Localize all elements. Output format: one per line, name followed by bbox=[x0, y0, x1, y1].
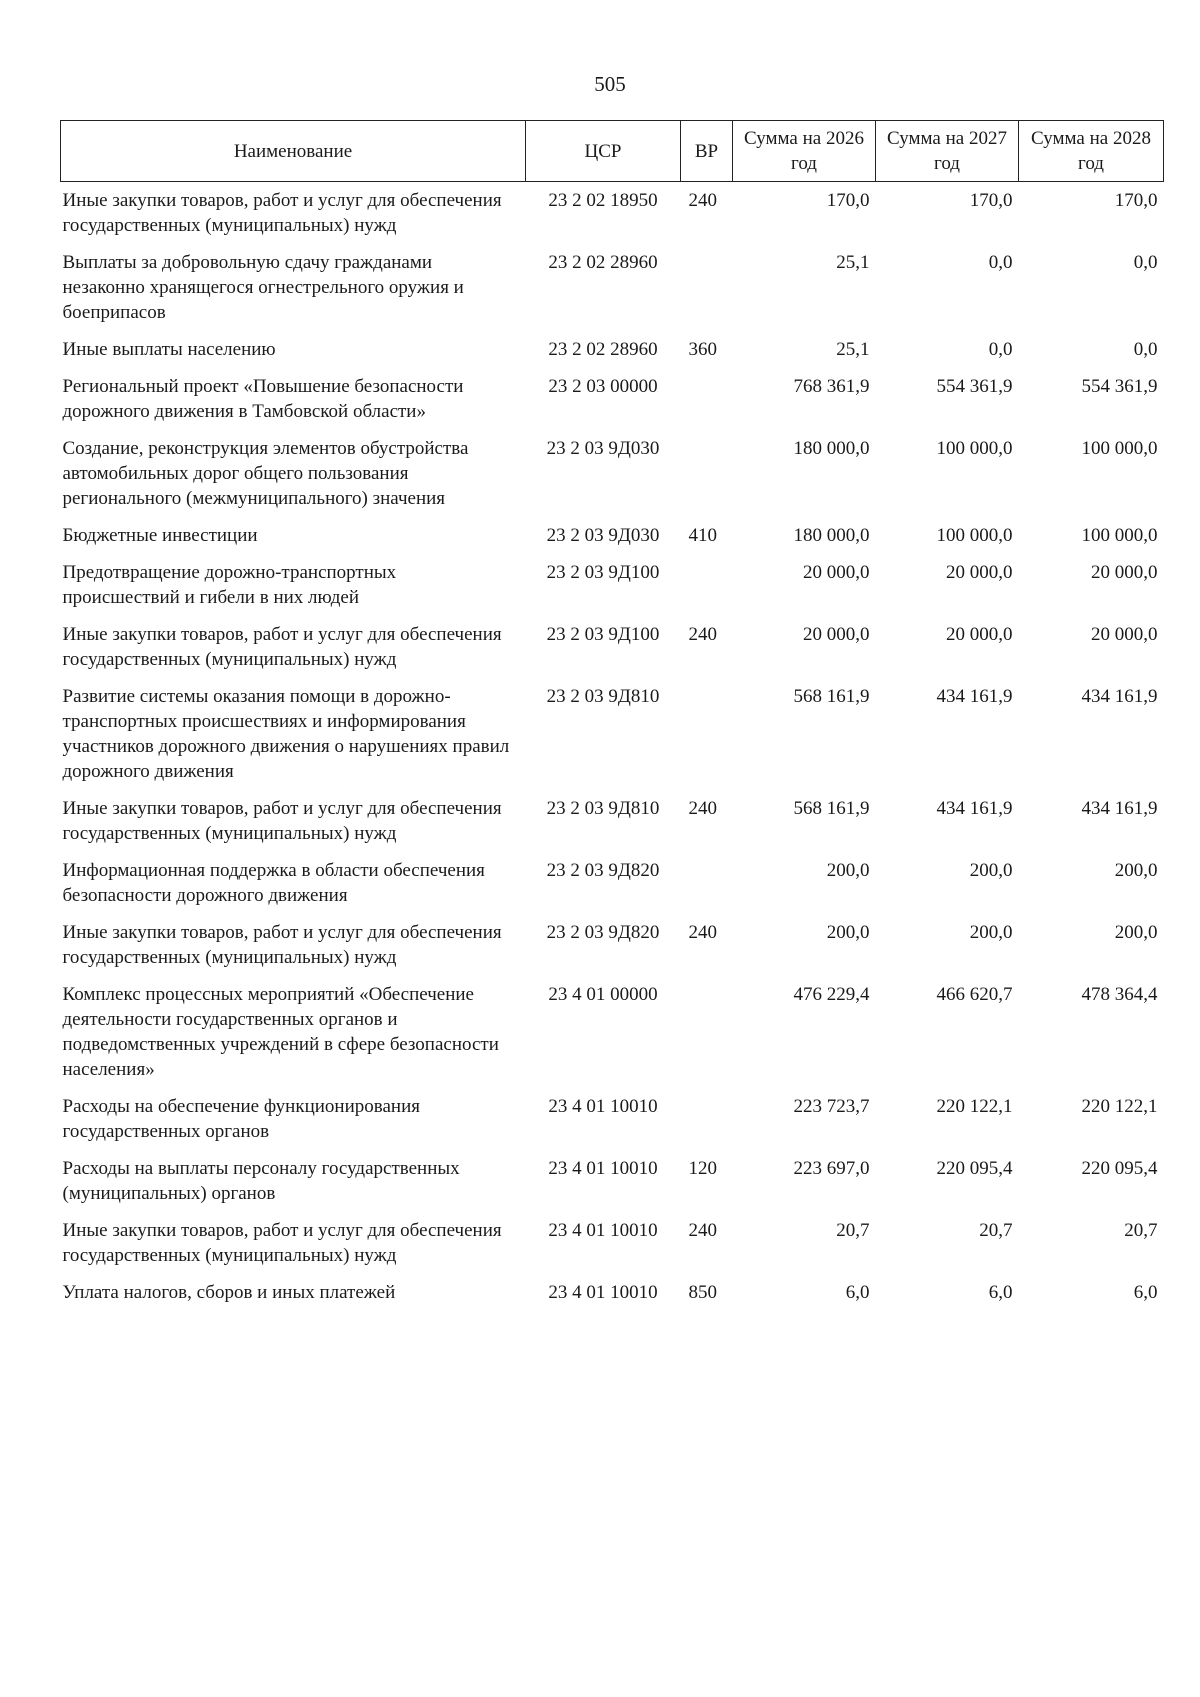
row-sum-2026: 20 000,0 bbox=[803, 562, 870, 583]
row-vr-code: 240 bbox=[688, 1220, 717, 1241]
row-csr-code: 23 2 03 9Д810 bbox=[546, 798, 660, 819]
row-sum-2026: 223 697,0 bbox=[793, 1158, 870, 1179]
row-csr-code: 23 2 02 28960 bbox=[548, 252, 658, 273]
table-row bbox=[61, 616, 1164, 678]
row-vr-code: 410 bbox=[688, 525, 717, 546]
table-row bbox=[61, 368, 1164, 430]
row-sum-2027: 220 122,1 bbox=[936, 1096, 1013, 1117]
row-sum-2028: 6,0 bbox=[1133, 1282, 1158, 1303]
row-csr-code: 23 4 01 10010 bbox=[548, 1220, 658, 1241]
table-row bbox=[61, 430, 1164, 517]
row-sum-2027: 0,0 bbox=[988, 252, 1013, 273]
row-sum-2026: 25,1 bbox=[836, 339, 870, 360]
row-sum-2026: 223 723,7 bbox=[793, 1096, 870, 1117]
row-sum-2028: 434 161,9 bbox=[1081, 686, 1158, 707]
row-sum-2027: 466 620,7 bbox=[936, 984, 1013, 1005]
row-csr-code: 23 2 03 9Д810 bbox=[546, 686, 660, 707]
table-row bbox=[61, 554, 1164, 616]
row-sum-2026: 200,0 bbox=[826, 860, 870, 881]
column-header-vr: ВР bbox=[681, 121, 733, 182]
table-row bbox=[61, 852, 1164, 914]
row-vr-code: 240 bbox=[688, 190, 717, 211]
row-sum-2026: 476 229,4 bbox=[793, 984, 870, 1005]
row-sum-2028: 200,0 bbox=[1114, 922, 1158, 943]
row-vr-code bbox=[681, 368, 733, 430]
row-csr-code: 23 4 01 10010 bbox=[548, 1282, 658, 1303]
table-row bbox=[61, 1150, 1164, 1212]
row-sum-2027: 434 161,9 bbox=[936, 798, 1013, 819]
table-row bbox=[61, 1212, 1164, 1274]
row-csr-code: 23 2 03 9Д030 bbox=[546, 438, 660, 459]
row-name: Иные закупки товаров, работ и услуг для обеспечения государственных (муниципальных) нужд bbox=[62, 624, 502, 670]
row-sum-2028: 100 000,0 bbox=[1081, 525, 1158, 546]
page-number: 505 bbox=[594, 72, 626, 96]
row-csr-code: 23 2 03 9Д820 bbox=[546, 922, 660, 943]
row-vr-code bbox=[681, 430, 733, 517]
row-name: Иные закупки товаров, работ и услуг для обеспечения государственных (муниципальных) нужд bbox=[62, 1220, 502, 1266]
row-sum-2027: 434 161,9 bbox=[936, 686, 1013, 707]
row-sum-2027: 554 361,9 bbox=[936, 376, 1013, 397]
row-sum-2028: 200,0 bbox=[1114, 860, 1158, 881]
row-name: Бюджетные инвестиции bbox=[62, 525, 258, 546]
row-sum-2026: 20,7 bbox=[836, 1220, 870, 1241]
row-csr-code: 23 2 03 00000 bbox=[548, 376, 658, 397]
row-csr-code: 23 4 01 00000 bbox=[548, 984, 658, 1005]
row-sum-2027: 100 000,0 bbox=[936, 525, 1013, 546]
row-vr-code bbox=[681, 1088, 733, 1150]
row-csr-code: 23 2 02 28960 bbox=[548, 339, 658, 360]
table-body bbox=[61, 182, 1164, 1312]
row-name: Выплаты за добровольную сдачу гражданами незаконно хранящегося огнестрельного оружия и боеприпасов bbox=[62, 252, 464, 323]
row-sum-2028: 0,0 bbox=[1133, 252, 1158, 273]
budget-table bbox=[60, 120, 1164, 1311]
row-name: Иные закупки товаров, работ и услуг для обеспечения государственных (муниципальных) нужд bbox=[62, 190, 502, 236]
row-sum-2028: 220 122,1 bbox=[1081, 1096, 1158, 1117]
row-sum-2027: 20 000,0 bbox=[946, 562, 1013, 583]
row-name: Предотвращение дорожно-транспортных происшествий и гибели в них людей bbox=[62, 562, 397, 608]
table-row bbox=[61, 790, 1164, 852]
row-name: Информационная поддержка в области обеспечения безопасности дорожного движения bbox=[62, 860, 485, 906]
row-sum-2026: 568 161,9 bbox=[793, 798, 870, 819]
row-vr-code: 360 bbox=[688, 339, 717, 360]
row-sum-2028: 434 161,9 bbox=[1081, 798, 1158, 819]
table-row bbox=[61, 1088, 1164, 1150]
column-header-sum-2026: Сумма на 2026 год bbox=[733, 121, 876, 182]
row-name: Создание, реконструкция элементов обустройства автомобильных дорог общего пользования регионального (межмуниципального) значения bbox=[62, 438, 469, 509]
row-name: Региональный проект «Повышение безопасности дорожного движения в Тамбовской области» bbox=[62, 376, 464, 422]
column-header-sum-2028: Сумма на 2028 год bbox=[1019, 121, 1164, 182]
row-sum-2026: 6,0 bbox=[845, 1282, 870, 1303]
row-name: Развитие системы оказания помощи в дорожно-транспортных происшествиях и информирования участников дорожного движения о нарушениях правил дорожного движения bbox=[62, 686, 510, 782]
row-sum-2027: 220 095,4 bbox=[936, 1158, 1013, 1179]
row-sum-2026: 25,1 bbox=[836, 252, 870, 273]
table-row bbox=[61, 914, 1164, 976]
table-row bbox=[61, 678, 1164, 790]
row-sum-2027: 200,0 bbox=[969, 922, 1013, 943]
table-row bbox=[61, 244, 1164, 331]
row-sum-2026: 200,0 bbox=[826, 922, 870, 943]
row-name: Расходы на выплаты персоналу государственных (муниципальных) органов bbox=[62, 1158, 460, 1204]
row-sum-2026: 170,0 bbox=[826, 190, 870, 211]
row-sum-2027: 6,0 bbox=[988, 1282, 1013, 1303]
row-vr-code: 120 bbox=[688, 1158, 717, 1179]
row-name: Комплекс процессных мероприятий «Обеспечение деятельности государственных органов и подведомственных учреждений в сфере безопасности населения» bbox=[62, 984, 499, 1080]
table-row bbox=[61, 976, 1164, 1088]
row-name: Иные выплаты населению bbox=[62, 339, 276, 360]
row-vr-code: 240 bbox=[688, 624, 717, 645]
row-csr-code: 23 4 01 10010 bbox=[548, 1096, 658, 1117]
row-sum-2028: 0,0 bbox=[1133, 339, 1158, 360]
row-sum-2026: 20 000,0 bbox=[803, 624, 870, 645]
row-sum-2026: 180 000,0 bbox=[793, 525, 870, 546]
row-sum-2027: 20,7 bbox=[979, 1220, 1013, 1241]
row-vr-code bbox=[681, 244, 733, 331]
row-vr-code: 240 bbox=[688, 798, 717, 819]
column-header-sum-2027: Сумма на 2027 год bbox=[876, 121, 1019, 182]
row-sum-2026: 180 000,0 bbox=[793, 438, 870, 459]
column-header-name: Наименование bbox=[61, 121, 526, 182]
row-csr-code: 23 2 03 9Д100 bbox=[546, 562, 660, 583]
row-sum-2028: 20 000,0 bbox=[1091, 562, 1158, 583]
row-sum-2028: 220 095,4 bbox=[1081, 1158, 1158, 1179]
row-name: Расходы на обеспечение функционирования государственных органов bbox=[62, 1096, 420, 1142]
row-csr-code: 23 2 02 18950 bbox=[548, 190, 658, 211]
row-sum-2026: 568 161,9 bbox=[793, 686, 870, 707]
row-sum-2026: 768 361,9 bbox=[793, 376, 870, 397]
row-vr-code bbox=[681, 678, 733, 790]
row-sum-2027: 200,0 bbox=[969, 860, 1013, 881]
row-sum-2028: 20 000,0 bbox=[1091, 624, 1158, 645]
row-sum-2027: 20 000,0 bbox=[946, 624, 1013, 645]
row-sum-2028: 554 361,9 bbox=[1081, 376, 1158, 397]
row-sum-2027: 0,0 bbox=[988, 339, 1013, 360]
row-name: Иные закупки товаров, работ и услуг для обеспечения государственных (муниципальных) нужд bbox=[62, 798, 502, 844]
row-sum-2028: 100 000,0 bbox=[1081, 438, 1158, 459]
row-name: Уплата налогов, сборов и иных платежей bbox=[62, 1282, 396, 1303]
table-row bbox=[61, 331, 1164, 368]
row-csr-code: 23 2 03 9Д100 bbox=[546, 624, 660, 645]
row-sum-2028: 170,0 bbox=[1114, 190, 1158, 211]
row-sum-2027: 100 000,0 bbox=[936, 438, 1013, 459]
row-vr-code bbox=[681, 554, 733, 616]
row-name: Иные закупки товаров, работ и услуг для обеспечения государственных (муниципальных) нужд bbox=[62, 922, 502, 968]
column-header-csr: ЦСР bbox=[526, 121, 681, 182]
table-row bbox=[61, 1274, 1164, 1311]
row-vr-code: 240 bbox=[688, 922, 717, 943]
row-vr-code bbox=[681, 976, 733, 1088]
row-csr-code: 23 2 03 9Д030 bbox=[546, 525, 660, 546]
row-csr-code: 23 2 03 9Д820 bbox=[546, 860, 660, 881]
row-sum-2028: 20,7 bbox=[1124, 1220, 1158, 1241]
row-sum-2028: 478 364,4 bbox=[1081, 984, 1158, 1005]
table-row bbox=[61, 182, 1164, 245]
table-header bbox=[61, 121, 1164, 182]
row-sum-2027: 170,0 bbox=[969, 190, 1013, 211]
row-vr-code bbox=[681, 852, 733, 914]
row-vr-code: 850 bbox=[688, 1282, 717, 1303]
row-csr-code: 23 4 01 10010 bbox=[548, 1158, 658, 1179]
table-row bbox=[61, 517, 1164, 554]
